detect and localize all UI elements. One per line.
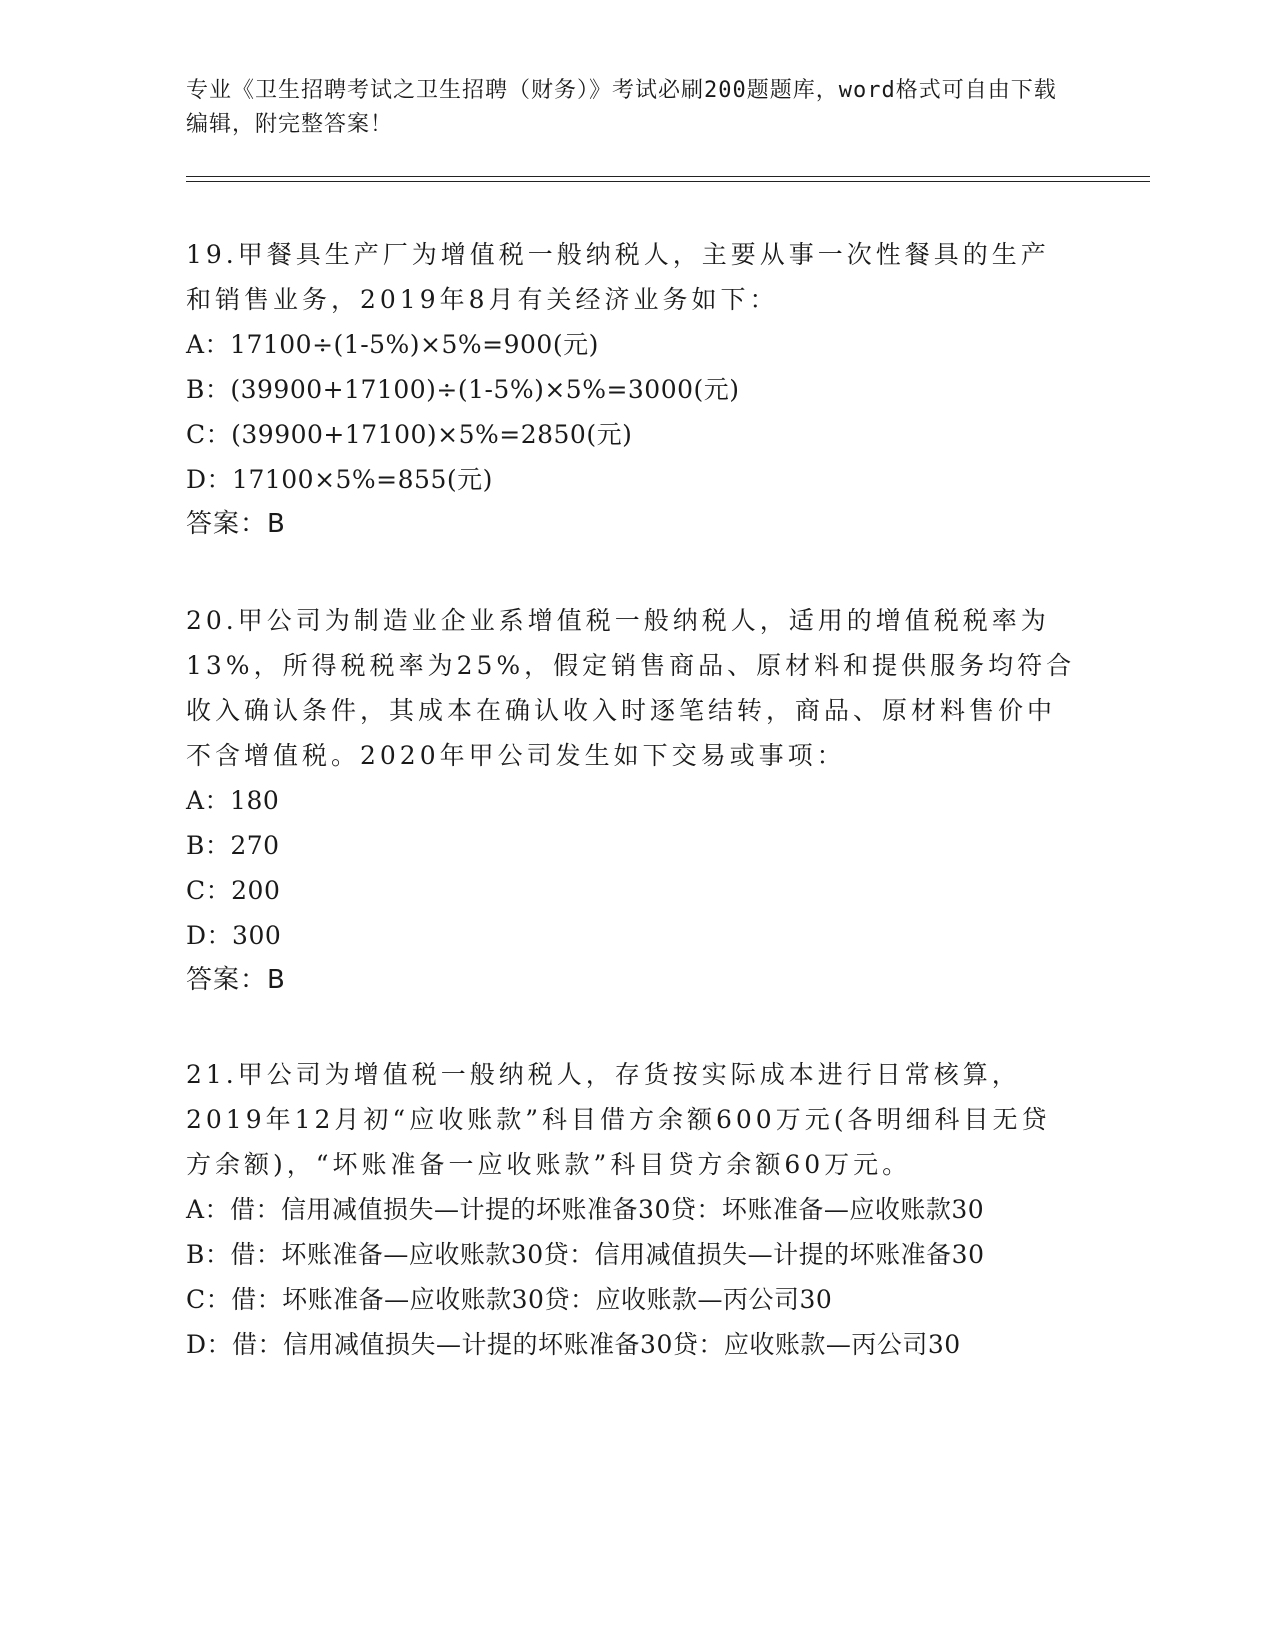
option-c: C：(39900+17100)×5%=2850(元) (186, 420, 633, 449)
question-stem: 20.甲公司为制造业企业系增值税一般纳税人，适用的增值税税率为13%，所得税税率为25%，假定销售商品、原材料和提供服务均符合收入确认条件，其成本在确认收入时逐笔结转，商品、原材料售价中不含增值税。2020年甲公司发生如下交易或事项： (186, 606, 1076, 770)
option-d: D：17100×5%=855(元) (186, 465, 493, 494)
option-d: D：300 (186, 921, 282, 950)
answer-label: 答案：B (186, 965, 286, 995)
option-a: A：17100÷(1-5%)×5%=900(元) (186, 330, 599, 359)
option-a: A：180 (186, 786, 280, 815)
option-d: D：借：信用减值损失—计提的坏账准备30贷：应收账款—丙公司30 (186, 1330, 961, 1359)
header-divider-top (186, 176, 1150, 177)
option-b: B：270 (186, 831, 280, 860)
option-c: C：200 (186, 876, 281, 905)
answer-label: 答案：B (186, 509, 286, 539)
question-20 (186, 598, 1076, 1003)
header-divider-bottom (186, 181, 1150, 182)
option-c: C：借：坏账准备—应收账款30贷：应收账款—丙公司30 (186, 1285, 833, 1314)
option-b: B：(39900+17100)÷(1-5%)×5%=3000(元) (186, 375, 740, 404)
document-header: 专业《卫生招聘考试之卫生招聘（财务）》考试必刷200题题库，word格式可自由下载编辑，附完整答案！ (186, 78, 1057, 137)
question-21 (186, 1052, 1076, 1367)
question-19 (186, 232, 1076, 547)
question-stem: 21.甲公司为增值税一般纳税人，存货按实际成本进行日常核算，2019年12月初“应收账款”科目借方余额600万元(各明细科目无贷方余额)，“坏账准备一应收账款”科目贷方余额60万元。 (186, 1060, 1051, 1179)
option-b: B：借：坏账准备—应收账款30贷：信用减值损失—计提的坏账准备30 (186, 1240, 985, 1269)
question-stem: 19.甲餐具生产厂为增值税一般纳税人，主要从事一次性餐具的生产和销售业务，2019年8月有关经济业务如下： (186, 240, 1050, 314)
option-a: A：借：信用减值损失—计提的坏账准备30贷：坏账准备—应收账款30 (186, 1195, 985, 1224)
